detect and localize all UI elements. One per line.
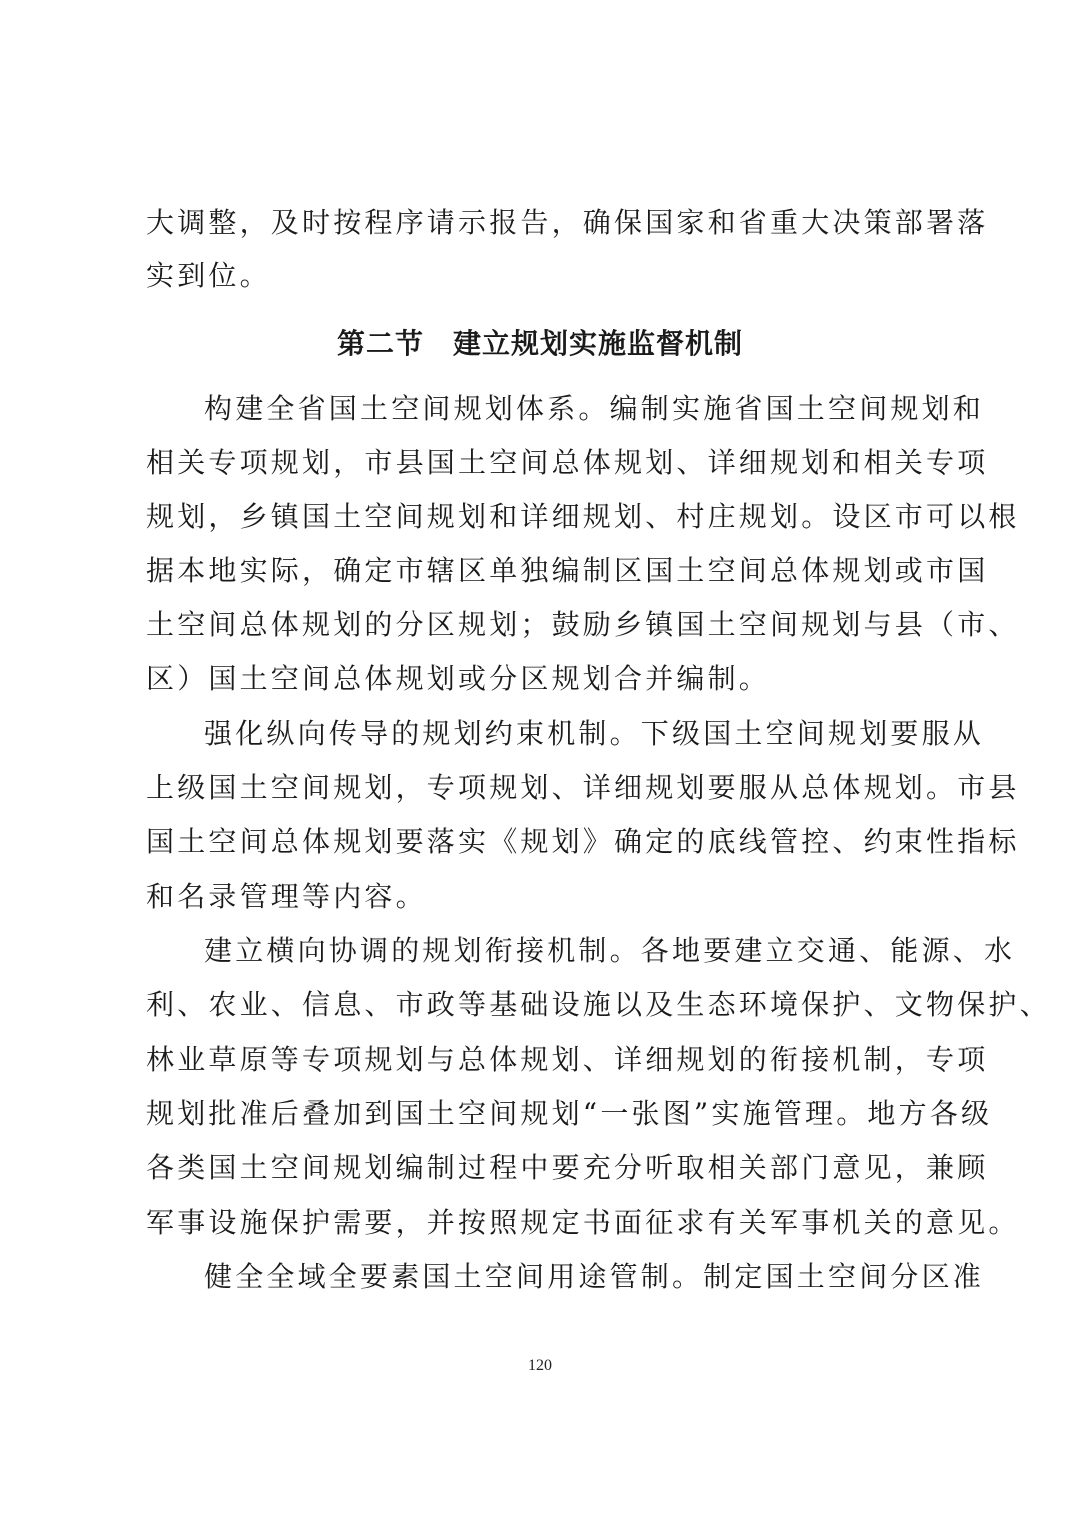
- paragraph-line: 上级国土空间规划，专项规划、详细规划要服从总体规划。市县: [146, 771, 1020, 804]
- paragraph-line: 土空间总体规划的分区规划；鼓励乡镇国土空间规划与县（市、: [146, 608, 1020, 641]
- text-line: 大调整，及时按程序请示报告，确保国家和省重大决策部署落: [146, 206, 989, 239]
- paragraph-line: 构建全省国土空间规划体系。编制实施省国土空间规划和: [204, 392, 985, 425]
- paragraph-line: 规划批准后叠加到国土空间规划“一张图”实施管理。地方各级: [146, 1097, 993, 1130]
- paragraph-line: 利、农业、信息、市政等基础设施以及生态环境保护、文物保护、: [146, 988, 1051, 1021]
- paragraph-line: 国土空间总体规划要落实《规划》确定的底线管控、约束性指标: [146, 825, 1020, 858]
- paragraph-line: 各类国土空间规划编制过程中要充分听取相关部门意见，兼顾: [146, 1151, 989, 1184]
- page-number: 120: [528, 1357, 552, 1374]
- paragraph-line: 健全全域全要素国土空间用途管制。制定国土空间分区准: [204, 1260, 985, 1293]
- paragraph-line: 强化纵向传导的规划约束机制。下级国土空间规划要服从: [204, 717, 985, 750]
- section-heading: 第二节 建立规划实施监督机制: [336, 327, 743, 360]
- paragraph-line: 据本地实际，确定市辖区单独编制区国土空间总体规划或市国: [146, 554, 989, 587]
- paragraph-line: 林业草原等专项规划与总体规划、详细规划的衔接机制，专项: [146, 1043, 989, 1076]
- paragraph-line: 规划，乡镇国土空间规划和详细规划、村庄规划。设区市可以根: [146, 500, 1020, 533]
- paragraph-line: 和名录管理等内容。: [146, 880, 427, 913]
- paragraph-line: 建立横向协调的规划衔接机制。各地要建立交通、能源、水: [204, 934, 1016, 967]
- paragraph-line: 军事设施保护需要，并按照规定书面征求有关军事机关的意见。: [146, 1206, 1020, 1239]
- paragraph-line: 相关专项规划，市县国土空间总体规划、详细规划和相关专项: [146, 446, 989, 479]
- text-line: 实到位。: [146, 259, 271, 292]
- paragraph-line: 区）国土空间总体规划或分区规划合并编制。: [146, 662, 771, 695]
